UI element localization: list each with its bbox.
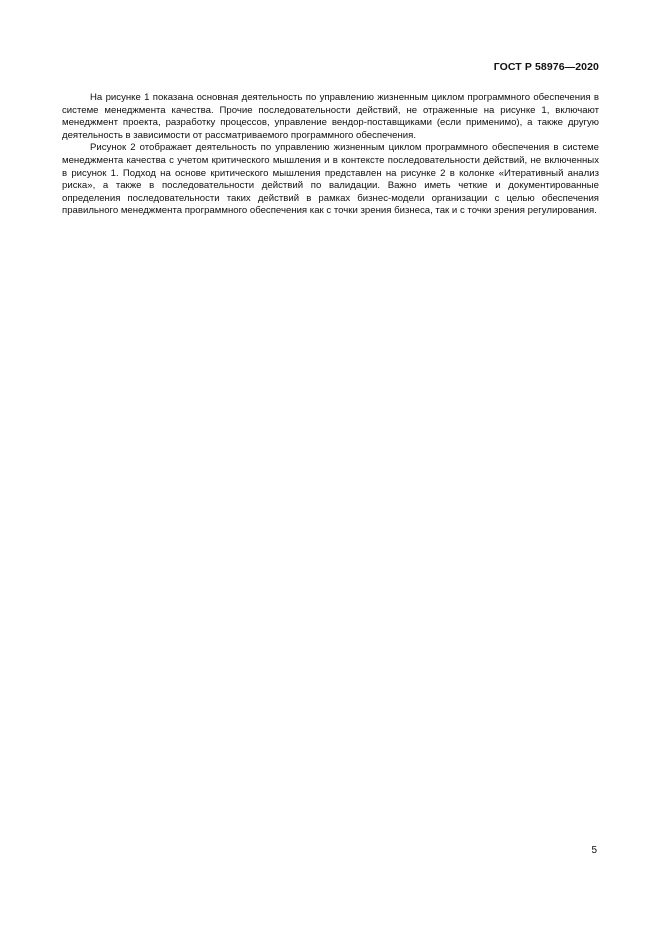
- page-number: 5: [591, 845, 597, 856]
- document-body: [62, 92, 599, 218]
- paragraph-2: Рисунок 2 отображает деятельность по управлению жизненным циклом программного обеспечения в системе менеджмента качества с учетом критического мышления и в контексте последовательности действий, не включенных в рисунок 1. Подход на основе критического мышления представлен на рисунке 2 в колонке «Итеративный анализ риска», а также в последовательности действий по валидации. Важно иметь четкие и документированные определения последовательности таких действий в рамках бизнес-модели организации с целью обеспечения правильного менеджмента программного обеспечения как с точки зрения бизнеса, так и с точки зрения регулирования.: [62, 142, 599, 217]
- document-header-standard-code: ГОСТ Р 58976—2020: [493, 61, 599, 73]
- paragraph-1: На рисунке 1 показана основная деятельность по управлению жизненным циклом программного обеспечения в системе менеджмента качества. Прочие последовательности действий, не отраженные на рисунке 1, включают менеджмент проекта, разработку процессов, управление вендор-поставщиками (если применимо), а также другую деятельность в зависимости от рассматриваемого программного обеспечения.: [62, 92, 599, 141]
